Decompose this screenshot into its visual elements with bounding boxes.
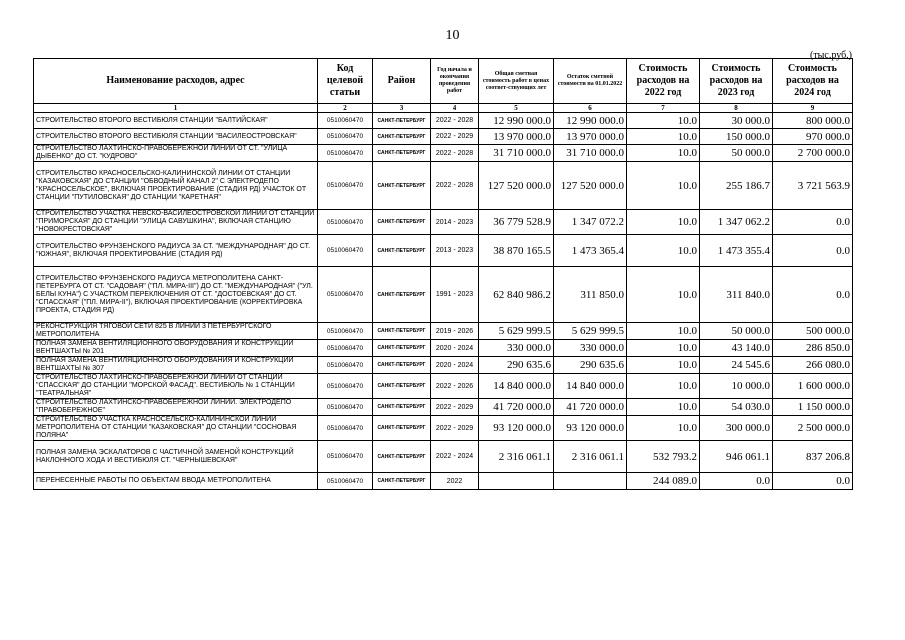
- table-cell-cost-2022: 10.0: [627, 416, 700, 441]
- table-cell-district: САНКТ-ПЕТЕРБУРГ: [373, 162, 431, 210]
- table-cell-cost-2023: 43 140.0: [700, 340, 773, 357]
- table-cell-period: 2020 - 2024: [431, 357, 479, 374]
- table-row: [34, 235, 853, 267]
- table-cell-cost-2024: 837 206.8: [773, 441, 853, 473]
- table-cell-cost-2024: 1 150 000.0: [773, 399, 853, 416]
- table-cell-cost-2024: 970 000.0: [773, 129, 853, 145]
- table-row: [34, 113, 853, 129]
- header-period: Год начала и окончания проведения работ: [431, 59, 479, 104]
- table-cell-code: 0510060470: [318, 267, 373, 323]
- table-cell-balance: 31 710 000.0: [554, 145, 627, 162]
- table-cell-balance: 13 970 000.0: [554, 129, 627, 145]
- column-number: 6: [554, 104, 627, 113]
- table-cell-balance: 1 473 365.4: [554, 235, 627, 267]
- table-cell-period: 2014 - 2023: [431, 210, 479, 235]
- table-cell-period: 2022 - 2028: [431, 162, 479, 210]
- table-cell-district: САНКТ-ПЕТЕРБУРГ: [373, 357, 431, 374]
- table-cell-code: 0510060470: [318, 145, 373, 162]
- units-label: (тыс.руб.): [809, 50, 852, 61]
- table-cell-total-cost: 127 520 000.0: [479, 162, 554, 210]
- table-cell-cost-2023: 54 030.0: [700, 399, 773, 416]
- table-cell-cost-2024: 500 000.0: [773, 323, 853, 340]
- table-cell-name: ПОЛНАЯ ЗАМЕНА ВЕНТИЛЯЦИОННОГО ОБОРУДОВАНИЯ И КОНСТРУКЦИЙ ВЕНТШАХТЫ № 201: [34, 340, 318, 357]
- table-cell-name: СТРОИТЕЛЬСТВО УЧАСТКА КРАСНОСЕЛЬСКО-КАЛИНИНСКОЙ ЛИНИИ МЕТРОПОЛИТЕНА ОТ СТАНЦИИ "КАЗАКОВСКАЯ" ДО СТАНЦИИ "СОСНОВАЯ ПОЛЯНА": [34, 416, 318, 441]
- table-cell-period: 2022 - 2028: [431, 145, 479, 162]
- table-cell-cost-2022: 10.0: [627, 145, 700, 162]
- table-cell-district: САНКТ-ПЕТЕРБУРГ: [373, 235, 431, 267]
- table-cell-cost-2024: 800 000.0: [773, 113, 853, 129]
- table-cell-cost-2023: 311 840.0: [700, 267, 773, 323]
- table-row: [34, 129, 853, 145]
- table-cell-cost-2022: 10.0: [627, 357, 700, 374]
- table-cell-name: СТРОИТЕЛЬСТВО УЧАСТКА НЕВСКО-ВАСИЛЕОСТРОВСКОЙ ЛИНИИ ОТ СТАНЦИИ "ПРИМОРСКАЯ" ДО СТАНЦИИ "УЛИЦА САВУШКИНА", ВКЛЮЧАЯ СТАНЦИЮ "НОВОКРЕСТОВСКАЯ": [34, 210, 318, 235]
- table-cell-district: САНКТ-ПЕТЕРБУРГ: [373, 340, 431, 357]
- table-cell-cost-2023: 50 000.0: [700, 323, 773, 340]
- table-cell-cost-2024: 1 600 000.0: [773, 374, 853, 399]
- header-district: Район: [373, 59, 431, 104]
- table-cell-cost-2023: 30 000.0: [700, 113, 773, 129]
- table-cell-cost-2023: 300 000.0: [700, 416, 773, 441]
- header-cost-2024: Стоимость расходов на 2024 год: [773, 59, 853, 104]
- table-cell-total-cost: 38 870 165.5: [479, 235, 554, 267]
- header-cost-2023: Стоимость расходов на 2023 год: [700, 59, 773, 104]
- table-cell-cost-2022: 244 089.0: [627, 473, 700, 490]
- table-cell-balance: 311 850.0: [554, 267, 627, 323]
- table-cell-cost-2022: 10.0: [627, 162, 700, 210]
- table-cell-name: СТРОИТЕЛЬСТВО ФРУНЗЕНСКОГО РАДИУСА МЕТРОПОЛИТЕНА САНКТ-ПЕТЕРБУРГА ОТ СТ. "САДОВАЯ" ("ПЛ. МИРА-III") ДО СТ. "МЕЖДУНАРОДНАЯ" ("УЛ. БЕЛЫ КУНА") С УЧАСТКОМ ПЕРЕКЛЮЧЕНИЯ ОТ СТ. "ДОСТОЕВСКАЯ" ДО СТ. "СПАССКАЯ" ("ПЛ. МИРА-II"), ВКЛЮЧАЯ ПРОЕКТИРОВАНИЕ (КОРРЕКТИРОВКА ПРОЕКТА, СТАДИЯ РД): [34, 267, 318, 323]
- table-cell-cost-2022: 10.0: [627, 340, 700, 357]
- table-row: [34, 210, 853, 235]
- table-cell-code: 0510060470: [318, 323, 373, 340]
- table-cell-period: 2022 - 2029: [431, 416, 479, 441]
- table-cell-district: САНКТ-ПЕТЕРБУРГ: [373, 374, 431, 399]
- table-cell-period: 2022 - 2024: [431, 441, 479, 473]
- header-balance: Остаток сметной стоимости на 01.01.2022: [554, 59, 627, 104]
- table-cell-district: САНКТ-ПЕТЕРБУРГ: [373, 416, 431, 441]
- table-cell-name: РЕКОНСТРУКЦИЯ ТЯГОВОЙ СЕТИ 825 В ЛИНИИ 3 ПЕТЕРБУРГСКОГО МЕТРОПОЛИТЕНА: [34, 323, 318, 340]
- table-cell-cost-2023: 0.0: [700, 473, 773, 490]
- table-row: [34, 162, 853, 210]
- table-cell-code: 0510060470: [318, 399, 373, 416]
- table-cell-cost-2022: 10.0: [627, 113, 700, 129]
- table-cell-cost-2024: 3 721 563.9: [773, 162, 853, 210]
- column-number: 2: [318, 104, 373, 113]
- table-cell-district: САНКТ-ПЕТЕРБУРГ: [373, 399, 431, 416]
- table-cell-name: ПОЛНАЯ ЗАМЕНА ЭСКАЛАТОРОВ С ЧАСТИЧНОЙ ЗАМЕНОЙ КОНСТРУКЦИЙ НАКЛОННОГО ХОДА И ВЕСТИБЮЛЯ СТ. "ЧЕРНЫШЕВСКАЯ": [34, 441, 318, 473]
- table-cell-code: 0510060470: [318, 129, 373, 145]
- table-cell-period: 2022: [431, 473, 479, 490]
- table-cell-balance: 12 990 000.0: [554, 113, 627, 129]
- table-row: [34, 357, 853, 374]
- table-cell-cost-2022: 10.0: [627, 267, 700, 323]
- table-row: [34, 340, 853, 357]
- table-cell-cost-2022: 10.0: [627, 129, 700, 145]
- column-number: 4: [431, 104, 479, 113]
- table-cell-district: САНКТ-ПЕТЕРБУРГ: [373, 323, 431, 340]
- table-cell-balance: 1 347 072.2: [554, 210, 627, 235]
- table-cell-cost-2024: 0.0: [773, 267, 853, 323]
- table-cell-name: СТРОИТЕЛЬСТВО ЛАХТИНСКО-ПРАВОБЕРЕЖНОЙ ЛИНИИ. ЭЛЕКТРОДЕПО "ПРАВОБЕРЕЖНОЕ": [34, 399, 318, 416]
- table-cell-period: 2022 - 2028: [431, 113, 479, 129]
- table-cell-code: 0510060470: [318, 113, 373, 129]
- table-cell-balance: 93 120 000.0: [554, 416, 627, 441]
- table-cell-total-cost: 330 000.0: [479, 340, 554, 357]
- table-cell-cost-2024: 286 850.0: [773, 340, 853, 357]
- table-cell-code: 0510060470: [318, 473, 373, 490]
- table-cell-total-cost: 93 120 000.0: [479, 416, 554, 441]
- table-row: [34, 267, 853, 323]
- table-cell-period: 2020 - 2024: [431, 340, 479, 357]
- table-cell-period: 2019 - 2026: [431, 323, 479, 340]
- table-cell-district: САНКТ-ПЕТЕРБУРГ: [373, 473, 431, 490]
- table-cell-cost-2023: 10 000.0: [700, 374, 773, 399]
- table-cell-total-cost: 13 970 000.0: [479, 129, 554, 145]
- table-cell-total-cost: 5 629 999.5: [479, 323, 554, 340]
- column-number: 8: [700, 104, 773, 113]
- column-number: 3: [373, 104, 431, 113]
- table-cell-cost-2022: 10.0: [627, 399, 700, 416]
- table-cell-name: СТРОИТЕЛЬСТВО КРАСНОСЕЛЬСКО-КАЛИНИНСКОЙ ЛИНИИ ОТ СТАНЦИИ "КАЗАКОВСКАЯ" ДО СТАНЦИИ "ОБВОДНЫЙ КАНАЛ 2" С ЭЛЕКТРОДЕПО "КРАСНОСЕЛЬСКОЕ", ВКЛЮЧАЯ ПРОЕКТИРОВАНИЕ (СТАДИЯ РД) УЧАСТОК ОТ СТАНЦИИ "ПУТИЛОВСКАЯ" ДО СТАНЦИИ "КАРЕТНАЯ": [34, 162, 318, 210]
- table-cell-balance: 41 720 000.0: [554, 399, 627, 416]
- header-row: [34, 59, 853, 104]
- header-name: Наименование расходов, адрес: [34, 59, 318, 104]
- page-number: 10: [445, 28, 460, 43]
- table-cell-district: САНКТ-ПЕТЕРБУРГ: [373, 267, 431, 323]
- header-code: Код целевой статьи: [318, 59, 373, 104]
- table-row: [34, 399, 853, 416]
- table-cell-name: СТРОИТЕЛЬСТВО ВТОРОГО ВЕСТИБЮЛЯ СТАНЦИИ "ВАСИЛЕОСТРОВСКАЯ": [34, 129, 318, 145]
- table-cell-name: ПОЛНАЯ ЗАМЕНА ВЕНТИЛЯЦИОННОГО ОБОРУДОВАНИЯ И КОНСТРУКЦИЙ ВЕНТШАХТЫ № 307: [34, 357, 318, 374]
- table-cell-balance: 290 635.6: [554, 357, 627, 374]
- budget-table: [33, 58, 853, 490]
- table-cell-balance: 127 520 000.0: [554, 162, 627, 210]
- table-cell-code: 0510060470: [318, 235, 373, 267]
- table-cell-total-cost: 41 720 000.0: [479, 399, 554, 416]
- table-cell-district: САНКТ-ПЕТЕРБУРГ: [373, 129, 431, 145]
- column-number: 5: [479, 104, 554, 113]
- table-cell-cost-2024: 266 080.0: [773, 357, 853, 374]
- table-cell-cost-2024: 0.0: [773, 235, 853, 267]
- table-cell-cost-2022: 10.0: [627, 323, 700, 340]
- table-cell-cost-2023: 946 061.1: [700, 441, 773, 473]
- table-cell-district: САНКТ-ПЕТЕРБУРГ: [373, 113, 431, 129]
- table-cell-name: СТРОИТЕЛЬСТВО ФРУНЗЕНСКОГО РАДИУСА ЗА СТ. "МЕЖДУНАРОДНАЯ" ДО СТ. "ЮЖНАЯ", ВКЛЮЧАЯ ПРОЕКТИРОВАНИЕ (СТАДИЯ РД): [34, 235, 318, 267]
- table-cell-period: 2013 - 2023: [431, 235, 479, 267]
- table-cell-name: СТРОИТЕЛЬСТВО ВТОРОГО ВЕСТИБЮЛЯ СТАНЦИИ "БАЛТИЙСКАЯ": [34, 113, 318, 129]
- table-cell-cost-2024: 0.0: [773, 473, 853, 490]
- table-cell-period: 2022 - 2029: [431, 129, 479, 145]
- table-cell-total-cost: 290 635.6: [479, 357, 554, 374]
- table-cell-balance: 5 629 999.5: [554, 323, 627, 340]
- table-cell-name: ПЕРЕНЕСЕННЫЕ РАБОТЫ ПО ОБЪЕКТАМ ВВОДА МЕТРОПОЛИТЕНА: [34, 473, 318, 490]
- column-number: 9: [773, 104, 853, 113]
- table-cell-cost-2024: 2 700 000.0: [773, 145, 853, 162]
- table-cell-total-cost: 12 990 000.0: [479, 113, 554, 129]
- table-cell-code: 0510060470: [318, 357, 373, 374]
- table-row: [34, 473, 853, 490]
- table-cell-district: САНКТ-ПЕТЕРБУРГ: [373, 441, 431, 473]
- table-cell-cost-2024: 0.0: [773, 210, 853, 235]
- table-cell-name: СТРОИТЕЛЬСТВО ЛАХТИНСКО-ПРАВОБЕРЕЖНОЙ ЛИНИИ ОТ СТАНЦИИ "СПАССКАЯ" ДО СТАНЦИИ "МОРСКОЙ ФАСАД". ВЕСТИБЮЛЬ № 1 СТАНЦИИ "ТЕАТРАЛЬНАЯ": [34, 374, 318, 399]
- table-cell-cost-2023: 150 000.0: [700, 129, 773, 145]
- table-cell-code: 0510060470: [318, 416, 373, 441]
- table-cell-code: 0510060470: [318, 340, 373, 357]
- table-cell-cost-2022: 10.0: [627, 210, 700, 235]
- table-cell-balance: [554, 473, 627, 490]
- table-cell-cost-2023: 1 347 062.2: [700, 210, 773, 235]
- table-cell-cost-2022: 532 793.2: [627, 441, 700, 473]
- column-number: 1: [34, 104, 318, 113]
- table-cell-period: 2022 - 2026: [431, 374, 479, 399]
- table-cell-code: 0510060470: [318, 441, 373, 473]
- table-cell-code: 0510060470: [318, 162, 373, 210]
- table-cell-cost-2024: 2 500 000.0: [773, 416, 853, 441]
- table-cell-cost-2023: 24 545.6: [700, 357, 773, 374]
- table-row: [34, 323, 853, 340]
- table-cell-cost-2023: 255 186.7: [700, 162, 773, 210]
- table-row: [34, 416, 853, 441]
- table-cell-total-cost: [479, 473, 554, 490]
- table-cell-balance: 2 316 061.1: [554, 441, 627, 473]
- table-cell-cost-2022: 10.0: [627, 235, 700, 267]
- header-cost-2022: Стоимость расходов на 2022 год: [627, 59, 700, 104]
- table-cell-total-cost: 14 840 000.0: [479, 374, 554, 399]
- header-total-cost: Общая сметная стоимость работ в ценах соответ-ствующих лет: [479, 59, 554, 104]
- table-row: [34, 441, 853, 473]
- table-cell-total-cost: 2 316 061.1: [479, 441, 554, 473]
- table-cell-period: 2022 - 2029: [431, 399, 479, 416]
- table-cell-cost-2023: 1 473 355.4: [700, 235, 773, 267]
- table-cell-district: САНКТ-ПЕТЕРБУРГ: [373, 145, 431, 162]
- table-cell-balance: 14 840 000.0: [554, 374, 627, 399]
- column-number: 7: [627, 104, 700, 113]
- table-cell-code: 0510060470: [318, 374, 373, 399]
- column-number-row: [34, 104, 853, 113]
- table-cell-period: 1991 - 2023: [431, 267, 479, 323]
- table-cell-total-cost: 31 710 000.0: [479, 145, 554, 162]
- table-cell-total-cost: 36 779 528.9: [479, 210, 554, 235]
- table-row: [34, 374, 853, 399]
- table-row: [34, 145, 853, 162]
- table-cell-balance: 330 000.0: [554, 340, 627, 357]
- table-cell-total-cost: 62 840 986.2: [479, 267, 554, 323]
- table-cell-code: 0510060470: [318, 210, 373, 235]
- table-cell-name: СТРОИТЕЛЬСТВО ЛАХТИНСКО-ПРАВОБЕРЕЖНОЙ ЛИНИИ ОТ СТ. "УЛИЦА ДЫБЕНКО" ДО СТ. "КУДРОВО": [34, 145, 318, 162]
- table-cell-cost-2023: 50 000.0: [700, 145, 773, 162]
- table-cell-cost-2022: 10.0: [627, 374, 700, 399]
- table-cell-district: САНКТ-ПЕТЕРБУРГ: [373, 210, 431, 235]
